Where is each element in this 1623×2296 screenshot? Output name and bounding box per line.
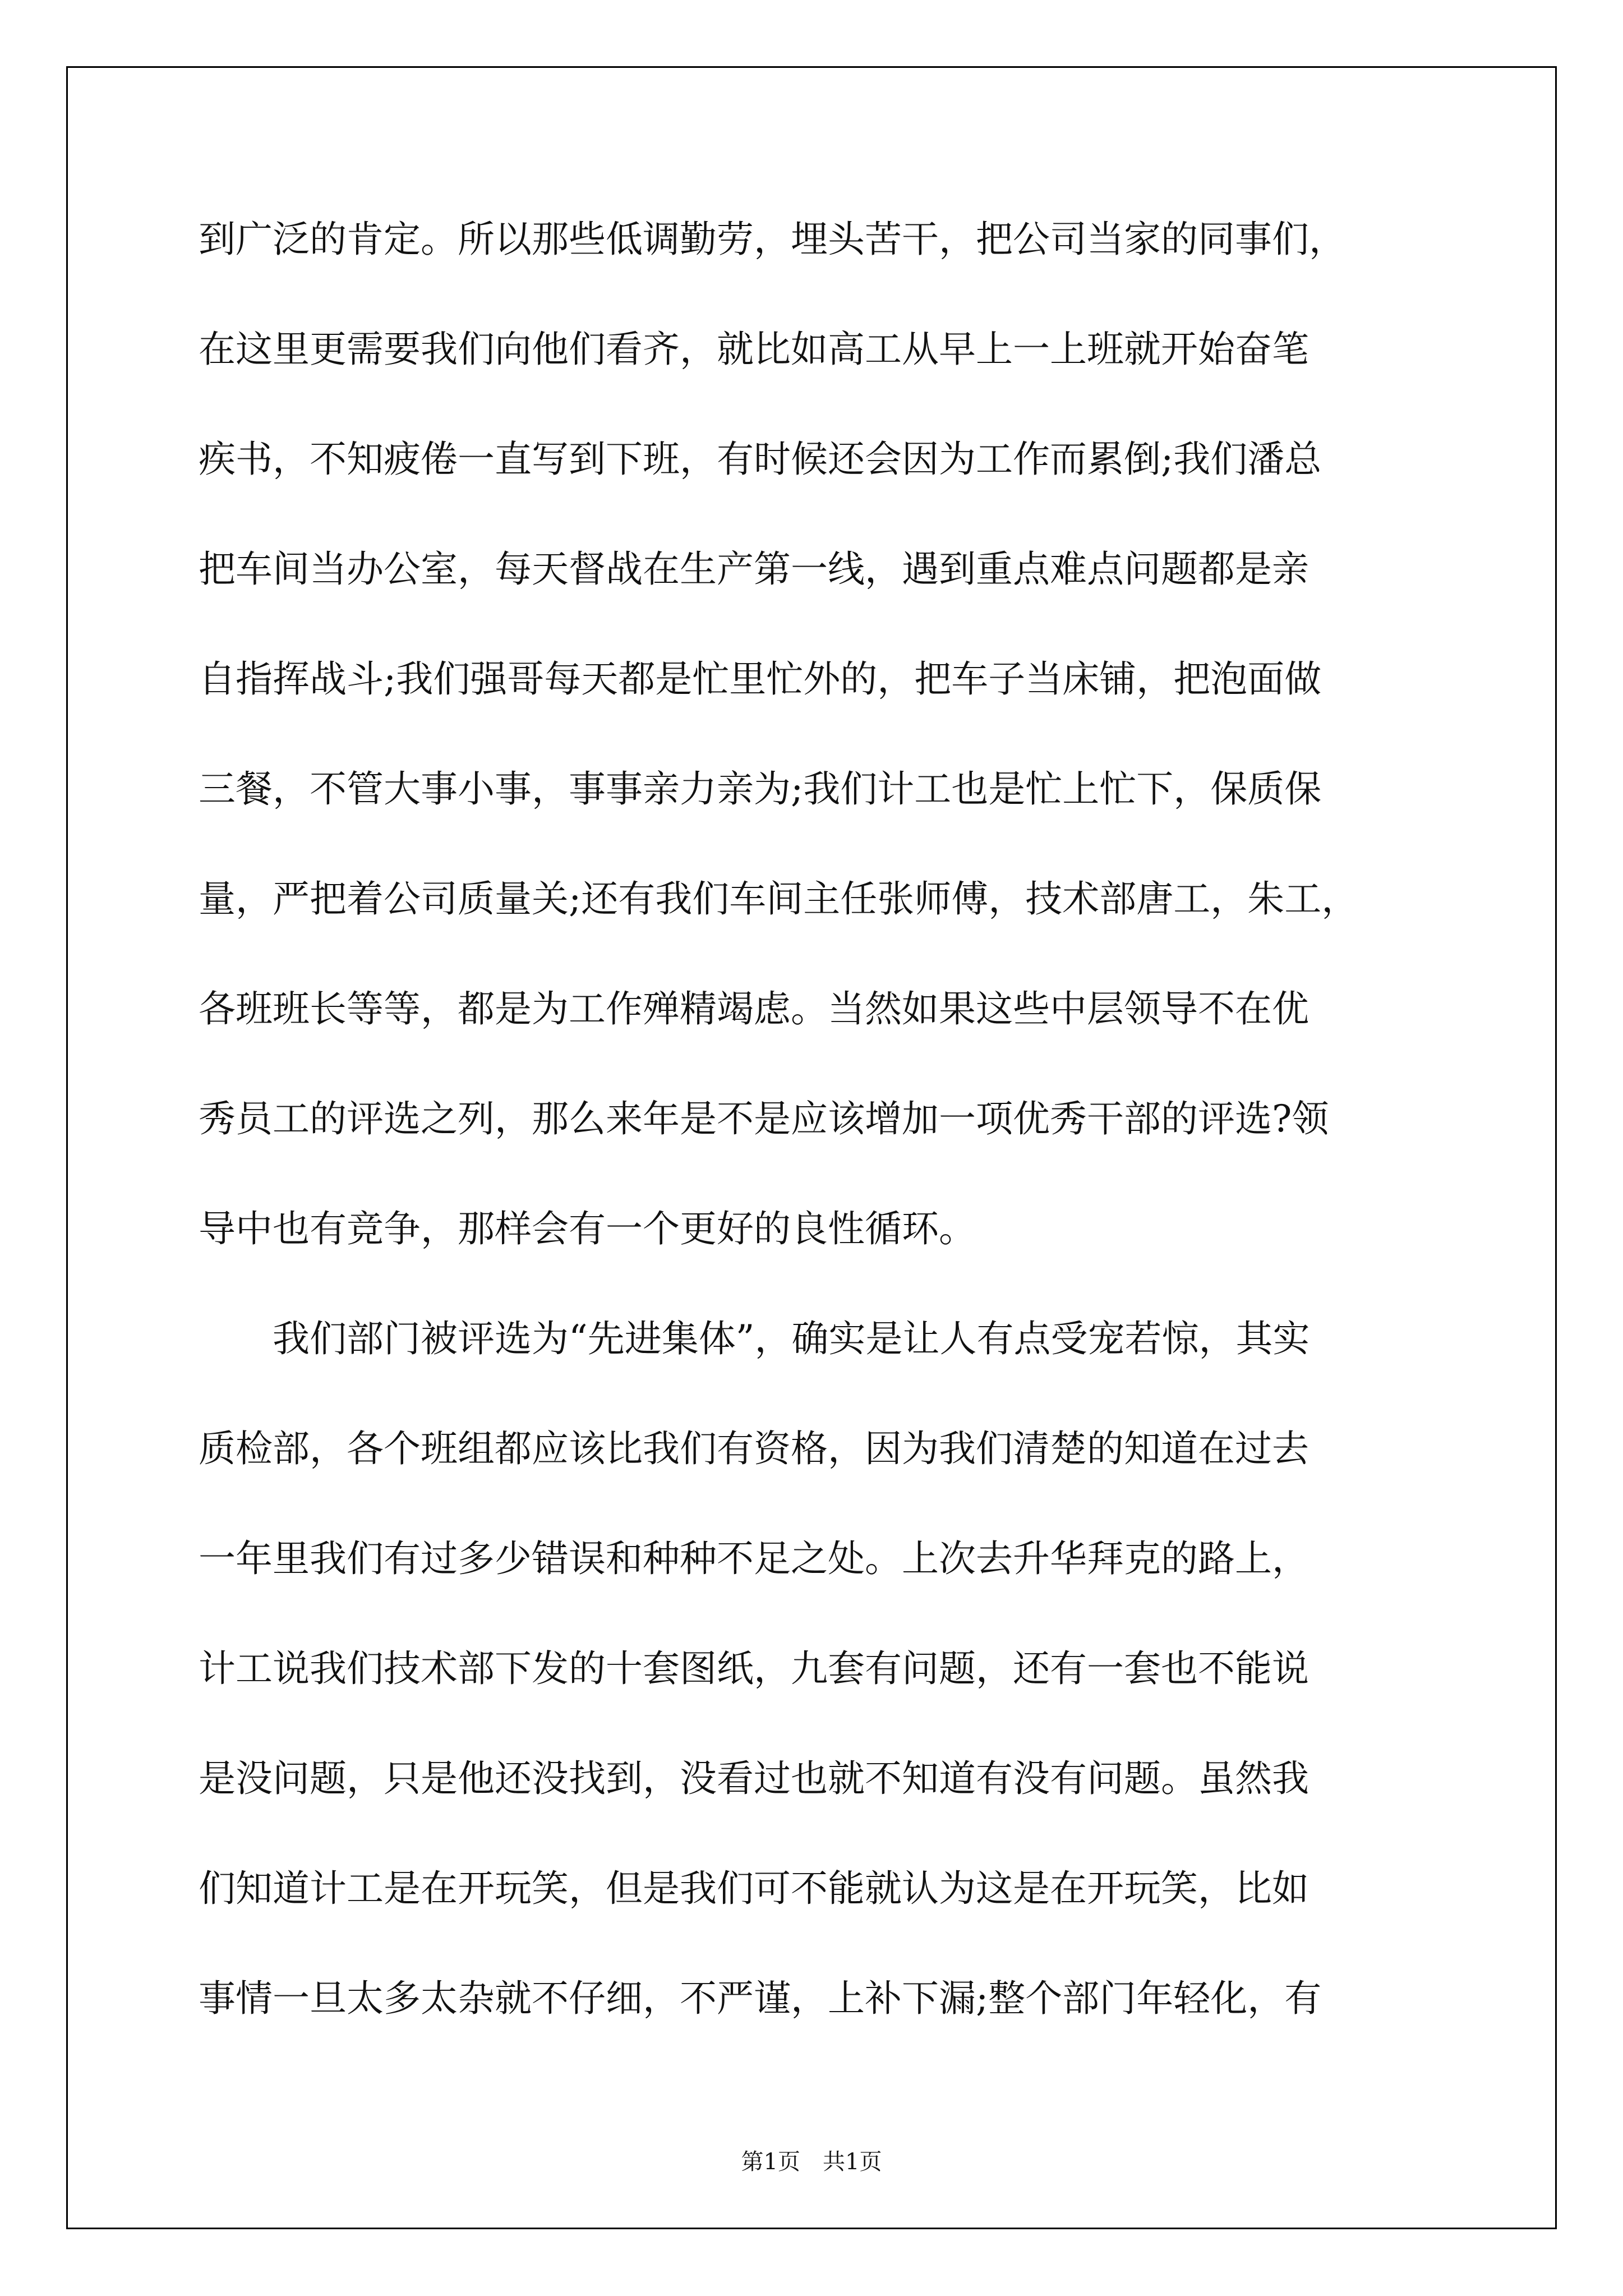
text-line: 把车间当办公室，每天督战在生产第一线，遇到重点难点问题都是亲: [199, 547, 1309, 591]
text-line: 事情一旦太多太杂就不仔细，不严谨，上补下漏;整个部门年轻化，有: [199, 1977, 1322, 2020]
text-line: 导中也有竞争，那样会有一个更好的良性循环。: [199, 1207, 976, 1250]
paragraph-2: [199, 1306, 1455, 2076]
text-line: 是没问题，只是他还没找到，没看过也就不知道有没有问题。虽然我: [199, 1757, 1309, 1800]
text-line: 计工说我们技术部下发的十套图纸，九套有问题，还有一套也不能说: [199, 1647, 1309, 1690]
text-line: 三餐，不管大事小事，事事亲力亲为;我们计工也是忙上忙下，保质保: [199, 767, 1322, 811]
text-line: 我们部门被评选为“先进集体”，确实是让人有点受宠若惊，其实: [199, 1317, 1310, 1360]
text-line: 们知道计工是在开玩笑，但是我们可不能就认为这是在开玩笑，比如: [199, 1867, 1309, 1910]
text-line: 在这里更需要我们向他们看齐，就比如高工从早上一上班就开始奋笔: [199, 328, 1309, 371]
text-line: 量，严把着公司质量关;还有我们车间主任张师傅，技术部唐工，朱工，: [199, 877, 1359, 921]
text-line: 秀员工的评选之列，那么来年是不是应该增加一项优秀干部的评选?领: [199, 1097, 1329, 1140]
text-line: 一年里我们有过多少错误和种种不足之处。上次去升华拜克的路上，: [199, 1537, 1309, 1580]
text-line: 到广泛的肯定。所以那些低调勤劳，埋头苦干，把公司当家的同事们，: [199, 218, 1346, 261]
document-body: [199, 206, 1455, 2076]
text-line: 自指挥战斗;我们强哥每天都是忙里忙外的，把车子当床铺，把泡面做: [199, 657, 1322, 701]
page-footer: 第1页 共1页: [741, 2149, 882, 2175]
text-line: 质检部，各个班组都应该比我们有资格，因为我们清楚的知道在过去: [199, 1427, 1309, 1470]
paragraph-1: [199, 206, 1455, 1306]
text-line: 疾书，不知疲倦一直写到下班，有时候还会因为工作而累倒;我们潘总: [199, 438, 1322, 481]
text-line: 各班班长等等，都是为工作殚精竭虑。当然如果这些中层领导不在优: [199, 987, 1309, 1030]
